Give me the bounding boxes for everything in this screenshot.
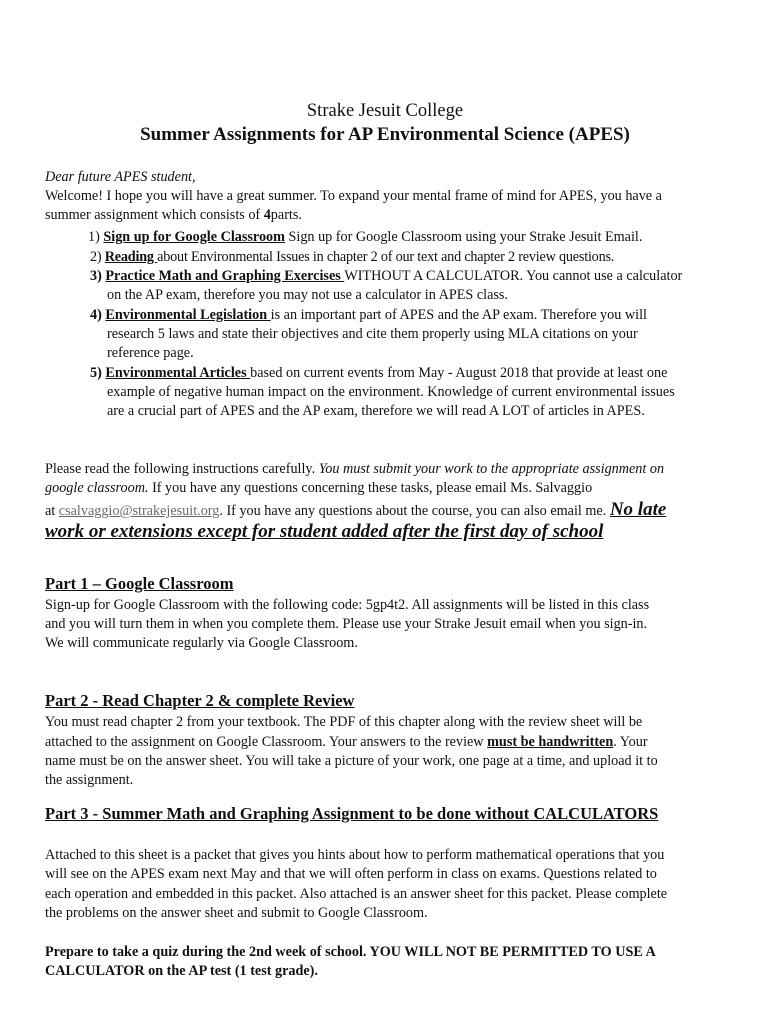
part-3-line-1: Attached to this sheet is a packet that gives you hints about how to perform mathematical operations that you	[45, 847, 665, 863]
list-item-5-cont-2: are a crucial part of APES and the AP exam, therefore we will read A LOT of articles in APES.	[107, 403, 645, 419]
part-2-heading: Part 2 - Read Chapter 2 & complete Review	[45, 691, 355, 710]
list-item-4: 4) Environmental Legislation is an important part of APES and the AP exam. Therefore you will	[90, 307, 647, 323]
instructions-line-2: google classroom. If you have any questions concerning these tasks, please email Ms. Salvaggio	[45, 480, 593, 496]
quiz-notice-line-2: CALCULATOR on the AP test (1 test grade).	[45, 963, 318, 979]
part-2-line-1: You must read chapter 2 from your textbook. The PDF of this chapter along with the review sheet will be	[45, 714, 643, 730]
list-item-5: 5) Environmental Articles based on current events from May - August 2018 that provide at least one	[90, 365, 668, 381]
intro-line-1: Welcome! I hope you will have a great summer. To expand your mental frame of mind for APES, you have a	[45, 188, 662, 204]
instructions-line-3: at csalvaggio@strakejesuit.org. If you have any questions about the course, you can also email me. No late	[45, 499, 667, 520]
part-2-line-4: the assignment.	[45, 772, 134, 788]
instructions-line-1: Please read the following instructions carefully. You must submit your work to the appropriate assignment on	[45, 461, 665, 477]
list-item-5-cont-1: example of negative human impact on the environment. Knowledge of current environmental issues	[107, 384, 675, 400]
part-1-line-3: We will communicate regularly via Google Classroom.	[45, 635, 358, 651]
part-3-line-3: each operation and embedded in this packet. Also attached is an answer sheet for this packet. Please complete	[45, 886, 668, 902]
greeting: Dear future APES student,	[45, 169, 196, 185]
list-item-4-cont-1: research 5 laws and state their objectives and cite them properly using MLA citations on your	[107, 326, 638, 342]
email-link[interactable]: csalvaggio@strakejesuit.org	[58, 503, 220, 519]
list-item-3-cont: on the AP exam, therefore you may not use a calculator in APES class.	[107, 287, 508, 303]
part-1-heading: Part 1 – Google Classroom	[45, 574, 234, 593]
part-3-line-4: the problems on the answer sheet and submit to Google Classroom.	[45, 905, 428, 921]
list-item-1: 1) Sign up for Google Classroom Sign up for Google Classroom using your Strake Jesuit Email.	[88, 229, 643, 245]
list-item-4-cont-2: reference page.	[107, 345, 194, 361]
quiz-notice-line-1: Prepare to take a quiz during the 2nd week of school. YOU WILL NOT BE PERMITTED TO USE A	[45, 944, 656, 960]
intro-line-2: summer assignment which consists of 4parts.	[45, 207, 302, 223]
part-1-line-2: and you will turn them in when you complete them. Please use your Strake Jesuit email when you sign-in.	[45, 616, 648, 632]
part-3-line-2: will see on the APES exam next May and that we will often perform in class on exams. Questions related to	[45, 866, 657, 882]
no-late-warning: No late	[609, 499, 667, 520]
list-item-2: 2) Reading about Environmental Issues in chapter 2 of our text and chapter 2 review questions.	[90, 249, 615, 265]
part-3-heading: Part 3 - Summer Math and Graphing Assignment to be done without CALCULATORS	[45, 804, 659, 823]
no-late-warning-cont: work or extensions except for student added after the first day of school	[45, 521, 604, 542]
part-2-line-2: attached to the assignment on Google Classroom. Your answers to the review must be handwritten. Your	[45, 734, 648, 750]
page-title: Summer Assignments for AP Environmental Science (APES)	[140, 124, 630, 145]
part-2-line-3: name must be on the answer sheet. You will take a picture of your work, one page at a time, and upload it to	[45, 753, 658, 769]
school-name: Strake Jesuit College	[306, 101, 464, 121]
list-item-3: 3) Practice Math and Graphing Exercises WITHOUT A CALCULATOR. You cannot use a calculator	[90, 268, 683, 284]
part-1-line-1: Sign-up for Google Classroom with the following code: 5gp4t2. All assignments will be listed in this class	[45, 597, 650, 613]
